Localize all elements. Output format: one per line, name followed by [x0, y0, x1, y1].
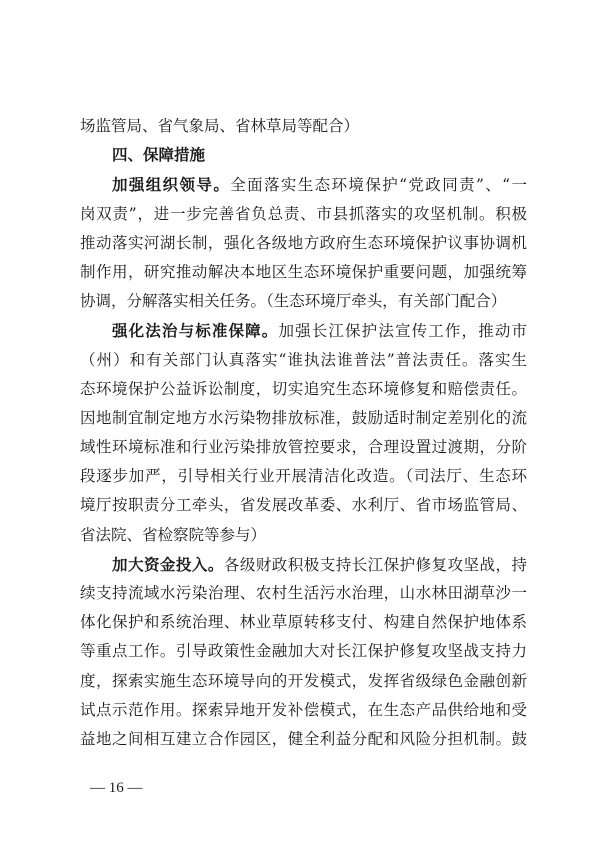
paragraph-line: 体化保护和系统治理、林业草原转移支付、构建自然保护地体系	[80, 613, 527, 632]
paragraph-lead: 加大资金投入。	[112, 554, 224, 574]
paragraph-line: 等重点工作。引导政策性金融加大对长江保护修复攻坚战支持力	[80, 642, 527, 661]
paragraph-line: （州）和有关部门认真落实“谁执法谁普法”普法责任。落实生	[80, 350, 527, 369]
paragraph-first-line	[80, 170, 527, 199]
page-number: — 16 —	[90, 780, 143, 796]
paragraph-first-line	[80, 316, 527, 345]
paragraph-text: 全面落实生态环境保护“党政同责”、“一	[230, 176, 527, 195]
paragraph-lead: 强化法治与标准保障。	[112, 321, 279, 341]
paragraph-line: 段逐步加严，引导相关行业开展清洁化改造。（司法厅、生态环	[80, 467, 527, 486]
paragraph-line: 协调，分解落实相关任务。（生态环境厅牵头，有关部门配合）	[80, 292, 507, 311]
paragraph-line: 因地制宜制定地方水污染物排放标准，鼓励适时制定差别化的流	[80, 408, 527, 427]
paragraph-line: 制作用，研究推动解决本地区生态环境保护重要问题，加强统筹	[80, 262, 527, 281]
paragraph-line: 续支持流域水污染治理、农村生活污水治理，山水林田湖草沙一	[80, 584, 527, 602]
paragraph-line: 境厅按职责分工牵头，省发展改革委、水利厅、省市场监管局、	[80, 496, 527, 515]
paragraph-lead: 加强组织领导。	[112, 175, 231, 195]
paragraph-line: 度，探索实施生态环境导向的开发模式，发挥省级绿色金融创新	[80, 671, 527, 690]
paragraph-line: 域性环境标准和行业污染排放管控要求，合理设置过渡期，分阶	[80, 438, 527, 457]
paragraph-line: 省法院、省检察院等参与）	[80, 525, 267, 544]
section-heading: 四、保障措施	[112, 146, 206, 165]
paragraph-line: 试点示范作用。探索异地开发补偿模式，在生态产品供给地和受	[80, 700, 527, 719]
paragraph-first-line	[80, 550, 527, 579]
paragraph-line: 推动落实河湖长制，强化各级地方政府生态环境保护议事协调机	[80, 233, 527, 252]
paragraph-text: 加强长江保护法宣传工作，推动市	[278, 322, 527, 341]
paragraph-line: 益地之间相互建立合作园区，健全利益分配和风险分担机制。鼓	[80, 729, 527, 748]
paragraph-text: 各级财政积极支持长江保护修复攻坚战，持	[223, 555, 527, 574]
continuation-line: 场监管局、省气象局、省林草局等配合）	[80, 117, 360, 135]
paragraph-line: 岗双责”，进一步完善省负总责、市县抓落实的攻坚机制。积极	[80, 204, 527, 223]
body-text	[80, 112, 527, 754]
paragraph-line: 态环境保护公益诉讼制度，切实追究生态环境修复和赔偿责任。	[80, 379, 527, 398]
